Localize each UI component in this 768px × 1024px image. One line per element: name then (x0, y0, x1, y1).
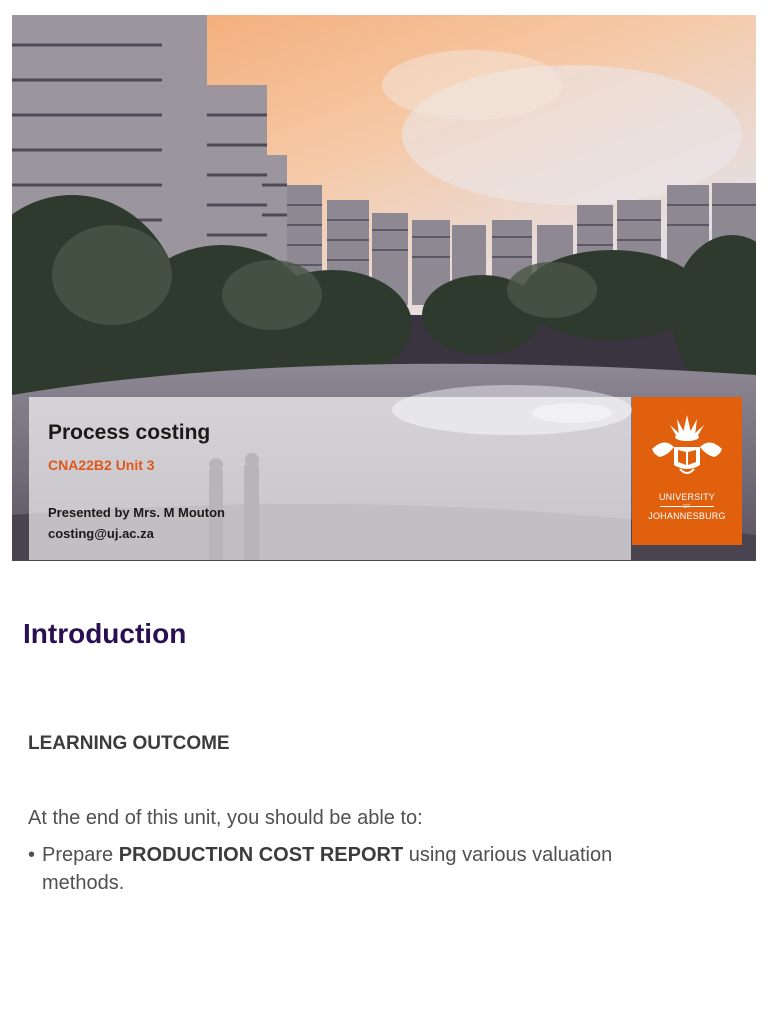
logo-text-university: UNIVERSITY (658, 492, 715, 502)
title-slide (12, 15, 756, 561)
university-logo (632, 397, 742, 545)
bullet-prefix: Prepare (42, 844, 119, 866)
learning-outcome-heading: LEARNING OUTCOME (28, 733, 230, 754)
unit-code: CNA22B2 Unit 3 (48, 457, 155, 473)
introduction-slide (0, 561, 768, 1024)
presenter-name: Presented by Mrs. M Mouton (48, 505, 225, 520)
bullet-suffix: using various valuation methods. (42, 844, 613, 894)
bullet-emphasis: PRODUCTION COST REPORT (118, 844, 404, 866)
bullet-marker: • (28, 844, 36, 866)
slide-heading: Introduction (23, 618, 187, 649)
title-panel (29, 397, 631, 560)
bullet-item (28, 841, 688, 897)
contact-email: costing@uj.ac.za (48, 526, 154, 541)
presentation-title: Process costing (48, 421, 211, 444)
protea-crest-icon (632, 397, 742, 492)
logo-text-of: OF (683, 504, 691, 510)
intro-sentence: At the end of this unit, you should be able to: (28, 807, 423, 829)
bullet-text (28, 841, 688, 897)
logo-text-johannesburg: JOHANNESBURG (648, 511, 726, 521)
